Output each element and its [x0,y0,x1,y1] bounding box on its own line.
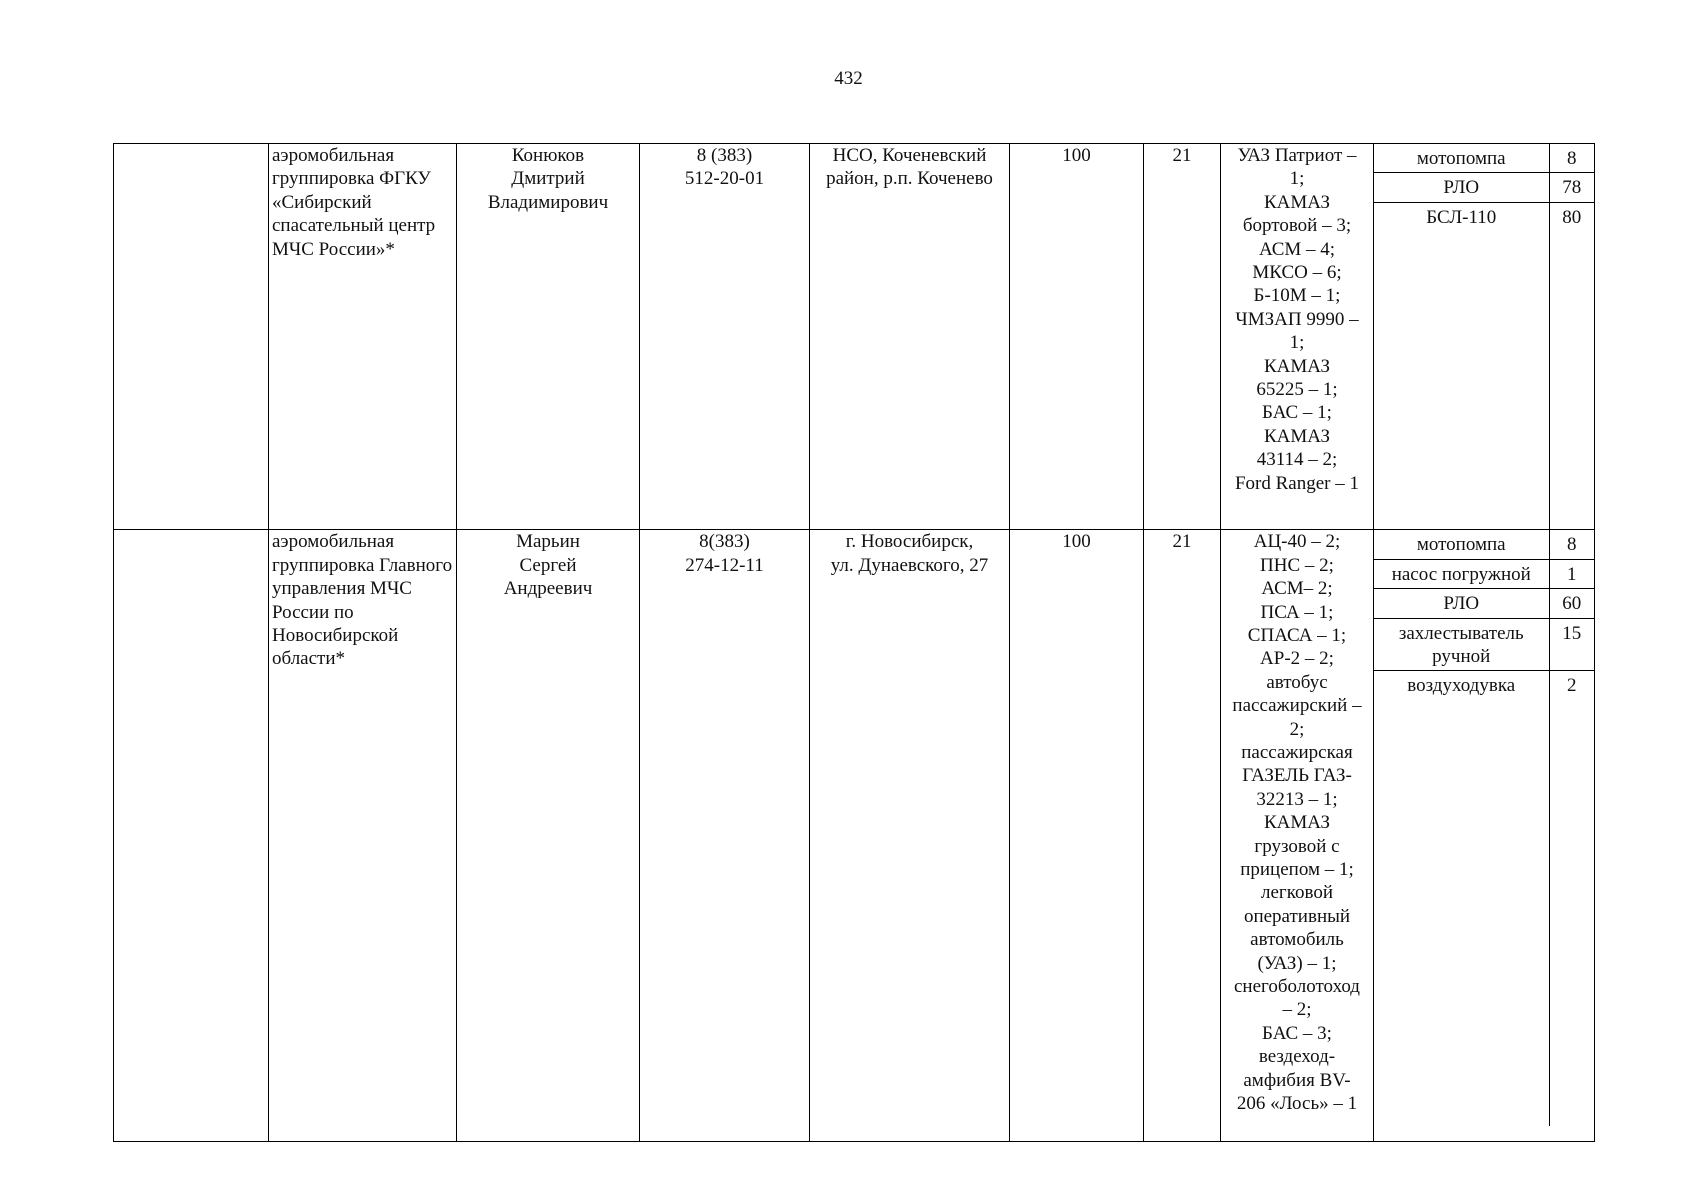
equipment-name: РЛО [1374,173,1549,202]
equipment-name: мотопомпа [1374,144,1549,173]
personnel-cell: 100 [1010,530,1144,1142]
equipment-cell [1374,530,1595,1142]
address-cell: г. Новосибирск, ул. Дунаевского, 27 [810,530,1010,1142]
equipment-qty: 2 [1549,671,1594,1126]
table-row [114,530,1595,1142]
equipment-name: мотопомпа [1374,530,1549,559]
equipment-qty: 15 [1549,618,1594,671]
equipment-row [1374,144,1594,173]
equipment-name: воздуходувка [1407,675,1516,697]
equipment-cell [1374,144,1595,530]
equipment-row [1374,173,1594,202]
equipment-row [1374,202,1594,529]
equipment-name: захлестыватель ручной [1374,618,1549,671]
equipment-row [1374,530,1594,559]
table-row [114,144,1595,530]
equipment-qty: 80 [1549,202,1594,529]
equipment-row [1374,559,1594,588]
equipment-table [1374,144,1594,529]
equipment-qty: 8 [1549,530,1594,559]
equipment-qty: 78 [1549,173,1594,202]
organization-cell: аэромобильная группировка ФГКУ «Сибирский спасательный центр МЧС России»* [269,144,457,530]
equipment-qty: 1 [1549,559,1594,588]
organization-cell: аэромобильная группировка Главного управления МЧС России по Новосибирской области* [269,530,457,1142]
resources-table [113,143,1595,1142]
equipment-row [1374,618,1594,671]
equipment-qty: 60 [1549,589,1594,618]
equipment-name: РЛО [1374,589,1549,618]
phone-cell: 8 (383) 512-20-01 [640,144,810,530]
equipment-name: БСЛ-110 [1426,206,1497,228]
equipment-qty: 8 [1549,144,1594,173]
vehicles-cell: УАЗ Патриот – 1; КАМАЗ бортовой – 3; АСМ – 4; МКСО – 6; Б-10М – 1; ЧМЗАП 9990 – 1; КАМАЗ 65225 – 1; БАС – 1; КАМАЗ 43114 – 2; Ford Ranger – 1 [1221,144,1374,530]
units-cell: 21 [1144,530,1221,1142]
empty-cell [114,144,269,530]
equipment-row [1374,671,1594,1126]
head-cell: Конюков Дмитрий Владимирович [457,144,640,530]
equipment-name: насос погружной [1374,559,1549,588]
empty-cell [114,530,269,1142]
page-number: 432 [834,68,863,89]
phone-cell: 8(383) 274-12-11 [640,530,810,1142]
equipment-row [1374,589,1594,618]
head-cell: Марьин Сергей Андреевич [457,530,640,1142]
personnel-cell: 100 [1010,144,1144,530]
equipment-table [1374,530,1594,1126]
vehicles-cell: АЦ-40 – 2; ПНС – 2; АСМ– 2; ПСА – 1; СПАСА – 1; АР-2 – 2; автобус пассажирский – 2; пассажирская ГАЗЕЛЬ ГАЗ- 32213 – 1; КАМАЗ грузовой с прицепом – 1; легковой оперативный автомобиль (УАЗ) – 1; снегоболотоход – 2; БАС – 3; вездеход- амфибия BV- 206 «Лось» – 1 [1221,530,1374,1142]
address-cell: НСО, Коченевский район, р.п. Коченево [810,144,1010,530]
units-cell: 21 [1144,144,1221,530]
